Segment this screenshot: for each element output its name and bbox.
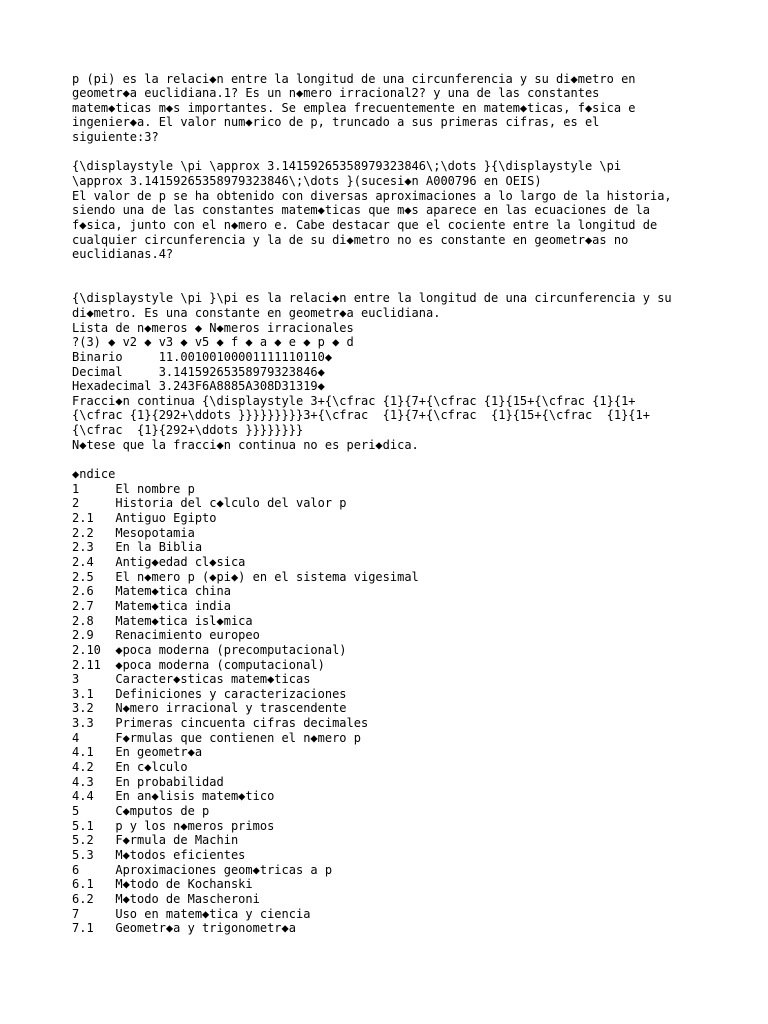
text-line: 2.7 Matem◆tica india bbox=[72, 598, 231, 613]
text-line: 3.3 Primeras cincuenta cifras decimales bbox=[72, 716, 369, 731]
text-line: 2.5 El n◆mero p (◆pi◆) en el sistema vigesimal bbox=[72, 569, 419, 584]
text-line: siguiente:3? bbox=[72, 130, 159, 145]
text-line: {\displaystyle \pi }\pi es la relaci◆n entre la longitud de una circunferencia y su bbox=[72, 291, 672, 306]
text-line: 2.8 Matem◆tica isl◆mica bbox=[72, 613, 253, 628]
text-line: ingenier◆a. El valor num◆rico de p, truncado a sus primeras cifras, es el bbox=[72, 115, 600, 130]
text-line: 5.1 p y los n◆meros primos bbox=[72, 818, 275, 833]
text-line: 4.2 En c◆lculo bbox=[72, 760, 188, 775]
text-line: 6.1 M◆todo de Kochanski bbox=[72, 877, 253, 892]
text-line: 4 F◆rmulas que contienen el n◆mero p bbox=[72, 730, 361, 745]
text-line: 2.4 Antig◆edad cl◆sica bbox=[72, 554, 246, 569]
text-line: cualquier circunferencia y la de su di◆metro no es constante en geometr◆as no bbox=[72, 232, 629, 247]
text-line: geometr◆a euclidiana.1? Es un n◆mero irracional2? y una de las constantes bbox=[72, 86, 600, 101]
text-line: 1 El nombre p bbox=[72, 481, 195, 496]
text-line: siendo una de las constantes matem◆ticas que m◆s aparece en las ecuaciones de la bbox=[72, 203, 650, 218]
text-line: Hexadecimal 3.243F6A8885A308D31319◆ bbox=[72, 379, 325, 394]
text-line: 2.9 Renacimiento europeo bbox=[72, 628, 260, 643]
text-line: Fracci◆n continua {\displaystyle 3+{\cfrac {1}{7+{\cfrac {1}{15+{\cfrac {1}{1+ bbox=[72, 393, 636, 408]
text-line: euclidianas.4? bbox=[72, 247, 174, 262]
text-line: 2 Historia del c◆lculo del valor p bbox=[72, 496, 347, 511]
text-line: ?(3) ◆ v2 ◆ v3 ◆ v5 ◆ f ◆ a ◆ e ◆ p ◆ d bbox=[72, 335, 354, 350]
text-line: 2.2 Mesopotamia bbox=[72, 525, 195, 540]
text-line: 7.1 Geometr◆a y trigonometr◆a bbox=[72, 921, 296, 936]
text-line: Decimal 3.14159265358979323846◆ bbox=[72, 364, 325, 379]
text-line: 6 Aproximaciones geom◆tricas a p bbox=[72, 862, 333, 877]
text-line: {\cfrac {1}{292+\ddots }}}}}}}}}3+{\cfrac {1}{7+{\cfrac {1}{15+{\cfrac {1}{1+ bbox=[72, 408, 650, 423]
text-line: 5.2 F◆rmula de Machin bbox=[72, 833, 239, 848]
text-line: Lista de n◆meros ◆ N◆meros irracionales bbox=[72, 320, 354, 335]
text-line: 3.2 N◆mero irracional y trascendente bbox=[72, 701, 347, 716]
text-line: matem◆ticas m◆s importantes. Se emplea frecuentemente en matem◆ticas, f◆sica e bbox=[72, 100, 636, 115]
text-line: 6.2 M◆todo de Mascheroni bbox=[72, 891, 260, 906]
text-line: 5 C◆mputos de p bbox=[72, 804, 210, 818]
text-line: p (pi) es la relaci◆n entre la longitud de una circunferencia y su di◆metro en bbox=[72, 71, 636, 86]
text-line: 3.1 Definiciones y caracterizaciones bbox=[72, 686, 347, 701]
text-line: 2.10 ◆poca moderna (precomputacional) bbox=[72, 642, 347, 657]
text-line: El valor de p se ha obtenido con diversas aproximaciones a lo largo de la historia, bbox=[72, 188, 672, 203]
text-line: 4.3 En probabilidad bbox=[72, 774, 224, 789]
text-line: {\displaystyle \pi \approx 3.14159265358979323846\;\dots }{\displaystyle \pi bbox=[72, 159, 622, 174]
text-line: 2.3 En la Biblia bbox=[72, 540, 203, 555]
text-line: 5.3 M◆todos eficientes bbox=[72, 847, 246, 862]
text-line: 4.4 En an◆lisis matem◆tico bbox=[72, 789, 275, 804]
text-line: \approx 3.14159265358979323846\;\dots }(sucesi◆n A000796 en OEIS) bbox=[72, 174, 542, 189]
text-line: N◆tese que la fracci◆n continua no es peri◆dica. bbox=[72, 437, 419, 452]
text-line: 3 Caracter◆sticas matem◆ticas bbox=[72, 672, 311, 687]
text-line: 2.1 Antiguo Egipto bbox=[72, 511, 217, 525]
text-line: 7 Uso en matem◆tica y ciencia bbox=[72, 906, 311, 921]
text-line: di◆metro. Es una constante en geometr◆a euclidiana. bbox=[72, 305, 441, 320]
text-line: Binario 11.00100100001111110110◆ bbox=[72, 349, 333, 364]
text-line: {\cfrac {1}{292+\ddots }}}}}}}} bbox=[72, 423, 304, 438]
text-line: f◆sica, junto con el n◆mero e. Cabe destacar que el cociente entre la longitud de bbox=[72, 218, 658, 232]
text-line: ◆ndice bbox=[72, 467, 116, 482]
text-line: 2.11 ◆poca moderna (computacional) bbox=[72, 657, 325, 672]
text-line: 2.6 Matem◆tica china bbox=[72, 584, 231, 599]
text-line: 4.1 En geometr◆a bbox=[72, 745, 203, 760]
